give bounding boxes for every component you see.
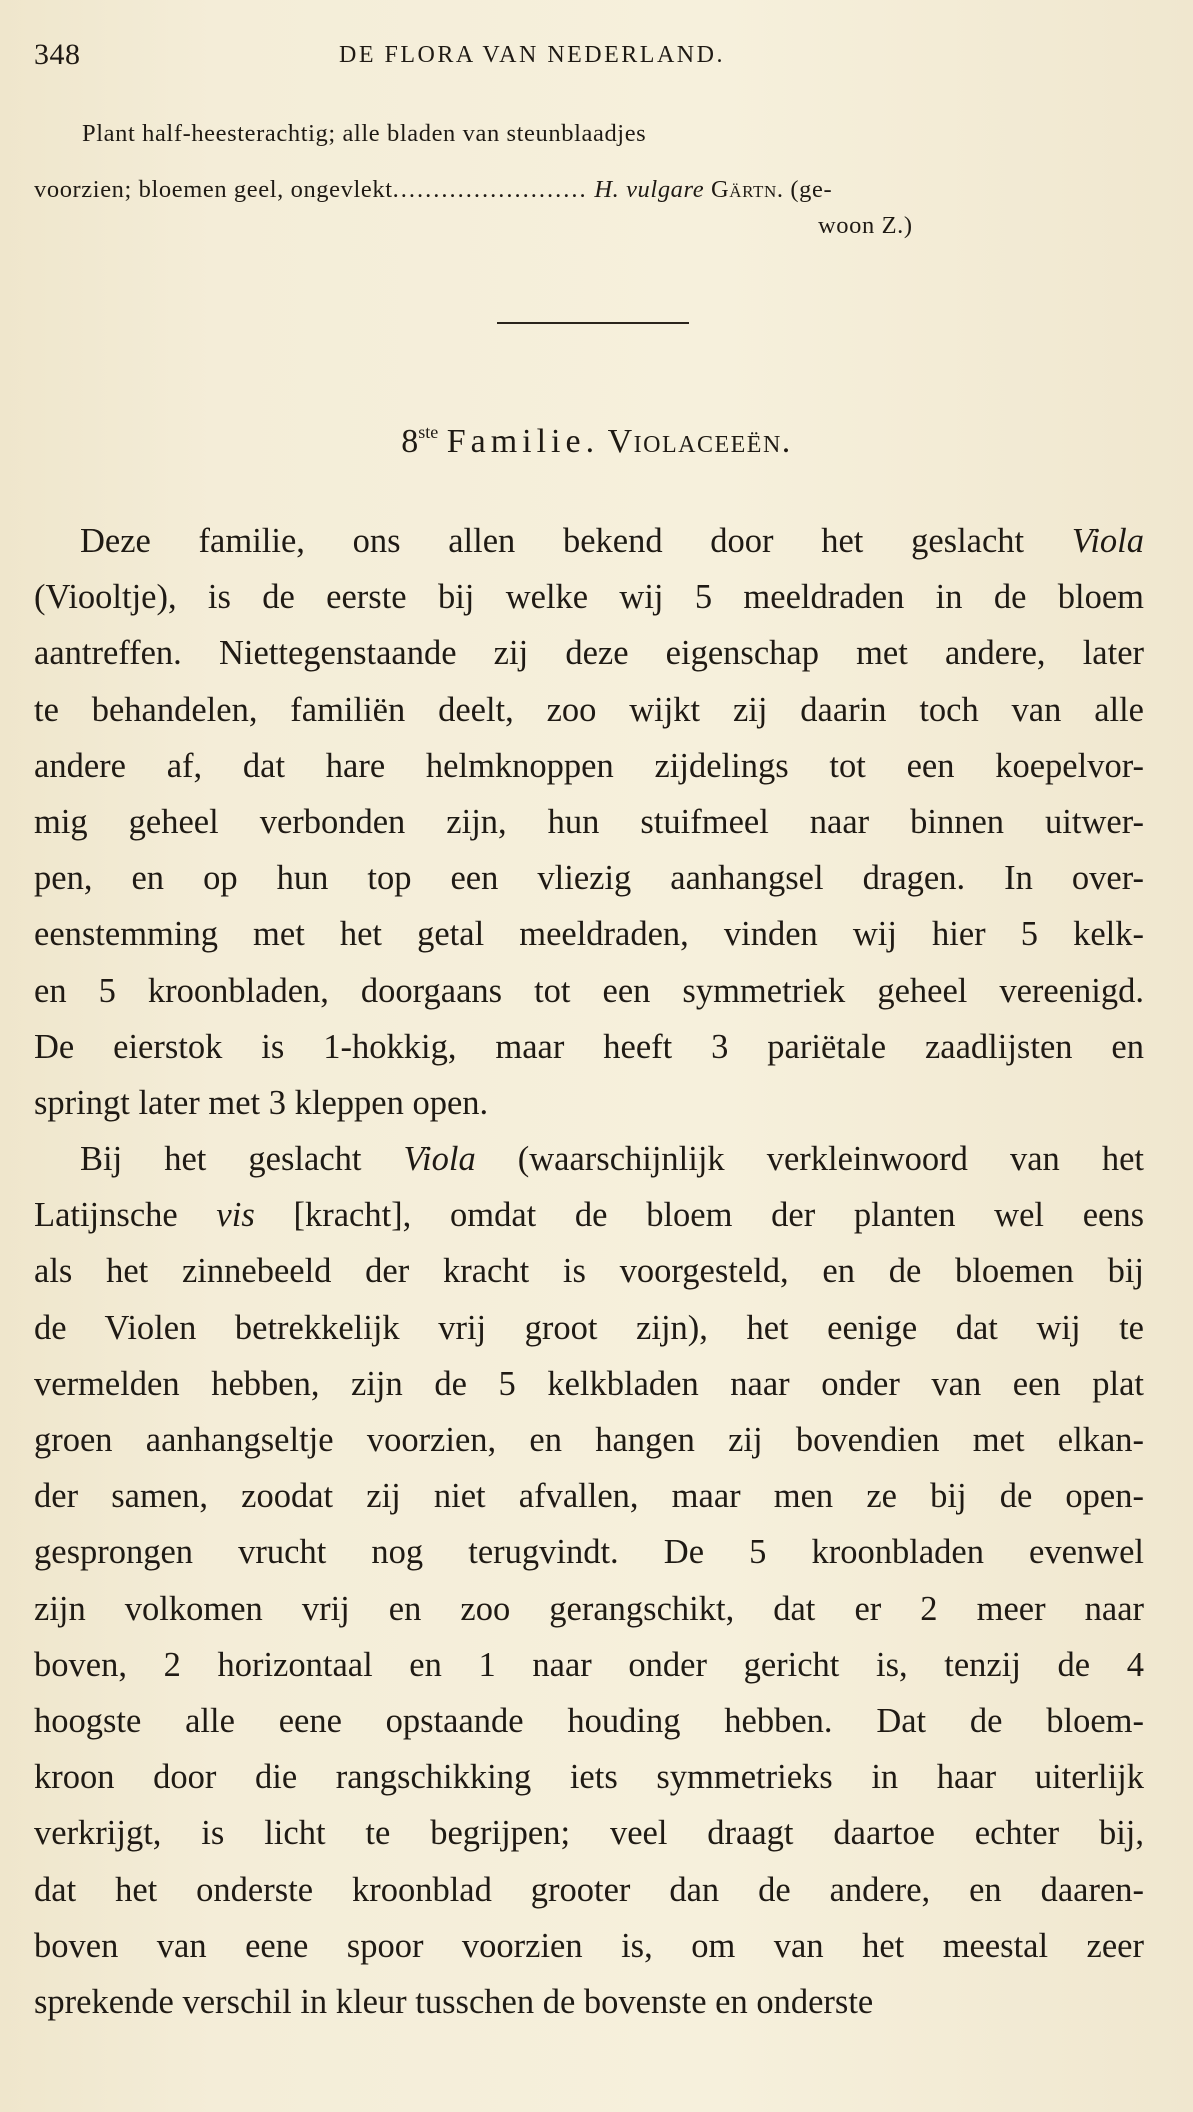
text-line: aantreffen. Niettegenstaande zij deze eigenschap met andere, later (34, 634, 1144, 673)
text-line: andere af, dat hare helmknoppen zijdelings tot een koepelvor- (34, 746, 1144, 785)
key-line-2-text: voorzien; bloemen geel, ongevlekt (34, 176, 393, 203)
italic-term: Viola (1071, 522, 1144, 560)
section-divider (497, 322, 689, 324)
text-line: dat het onderste kroonblad grooter dan de andere, en daaren- (34, 1870, 1144, 1909)
key-line-3: woon Z.) (818, 212, 913, 239)
paragraph (34, 513, 1144, 1131)
species-author: Gärtn. (710, 176, 784, 203)
text-line: verkrijgt, is licht te begrijpen; veel draagt daartoe echter bij, (34, 1814, 1144, 1853)
key-line-2-tail: (ge- (790, 176, 833, 203)
text-line: en 5 kroonbladen, doorgaans tot een symmetriek geheel vereenigd. (34, 971, 1144, 1010)
italic-term: vis (216, 1196, 255, 1235)
text-line: zijn volkomen vrij en zoo gerangschikt, dat er 2 meer naar (34, 1589, 1144, 1628)
text-line: te behandelen, familiën deelt, zoo wijkt zij daarin toch van alle (34, 690, 1144, 729)
family-word: Familie. (446, 423, 600, 460)
key-line-1: Plant half-heesterachtig; alle bladen van steunblaadjes (82, 120, 647, 147)
family-heading (0, 422, 1193, 461)
body-text (34, 513, 1144, 2030)
paragraph (34, 1131, 1144, 2030)
text-line: pen, en op hun top een vliezig aanhangsel dragen. In over- (34, 859, 1144, 898)
family-ordinal: 8 (401, 423, 419, 460)
text-line: boven van eene spoor voorzien is, om van het meestal zeer (34, 1926, 1144, 1965)
text-line: de Violen betrekkelijk vrij groot zijn), het eenige dat wij te (34, 1308, 1144, 1347)
running-head: DE FLORA VAN NEDERLAND. (339, 42, 725, 68)
text-line: groen aanhangseltje voorzien, en hangen zij bovendien met elkan- (34, 1421, 1144, 1459)
text-line: vermelden hebben, zijn de 5 kelkbladen naar onder van een plat (34, 1364, 1144, 1403)
text-line: Latijnsche vis [kracht], omdat de bloem der planten wel eens (34, 1196, 1144, 1235)
text-line: kroon door die rangschikking iets symmetrieks in haar uiterlijk (34, 1758, 1144, 1797)
text-line: Bij het geslacht Viola (waarschijnlijk verkleinwoord van het (80, 1140, 1144, 1179)
italic-term: Viola (403, 1140, 476, 1179)
text-line: gesprongen vrucht nog terugvindt. De 5 kroonbladen evenwel (34, 1533, 1144, 1572)
family-name: Violaceeën. (607, 423, 792, 460)
text-line: eenstemming met het getal meeldraden, vinden wij hier 5 kelk- (34, 915, 1144, 954)
text-line: (Viooltje), is de eerste bij welke wij 5 meeldraden in de bloem (34, 578, 1144, 617)
text-line: der samen, zoodat zij niet afvallen, maar men ze bij de open- (34, 1477, 1144, 1516)
leader-dots: ........................ (392, 176, 588, 203)
text-line: Deze familie, ons allen bekend door het geslacht Viola (80, 522, 1144, 560)
text-line: als het zinnebeeld der kracht is voorgesteld, en de bloemen bij (34, 1252, 1144, 1291)
text-line: sprekende verschil in kleur tusschen de bovenste en onderste (34, 1982, 874, 2021)
text-line: springt later met 3 kleppen open. (34, 1083, 489, 1122)
key-line-2 (34, 176, 832, 204)
page-header (34, 38, 1144, 78)
text-line: hoogste alle eene opstaande houding hebben. Dat de bloem- (34, 1701, 1144, 1740)
text-line: boven, 2 horizontaal en 1 naar onder gericht is, tenzij de 4 (34, 1645, 1144, 1684)
species-name: H. vulgare (594, 176, 705, 203)
text-line: mig geheel verbonden zijn, hun stuifmeel naar binnen uitwer- (34, 802, 1144, 841)
family-ordinal-suffix: ste (418, 422, 439, 442)
page-number: 348 (34, 38, 81, 71)
text-line: De eierstok is 1-hokkig, maar heeft 3 pariëtale zaadlijsten en (34, 1027, 1144, 1066)
